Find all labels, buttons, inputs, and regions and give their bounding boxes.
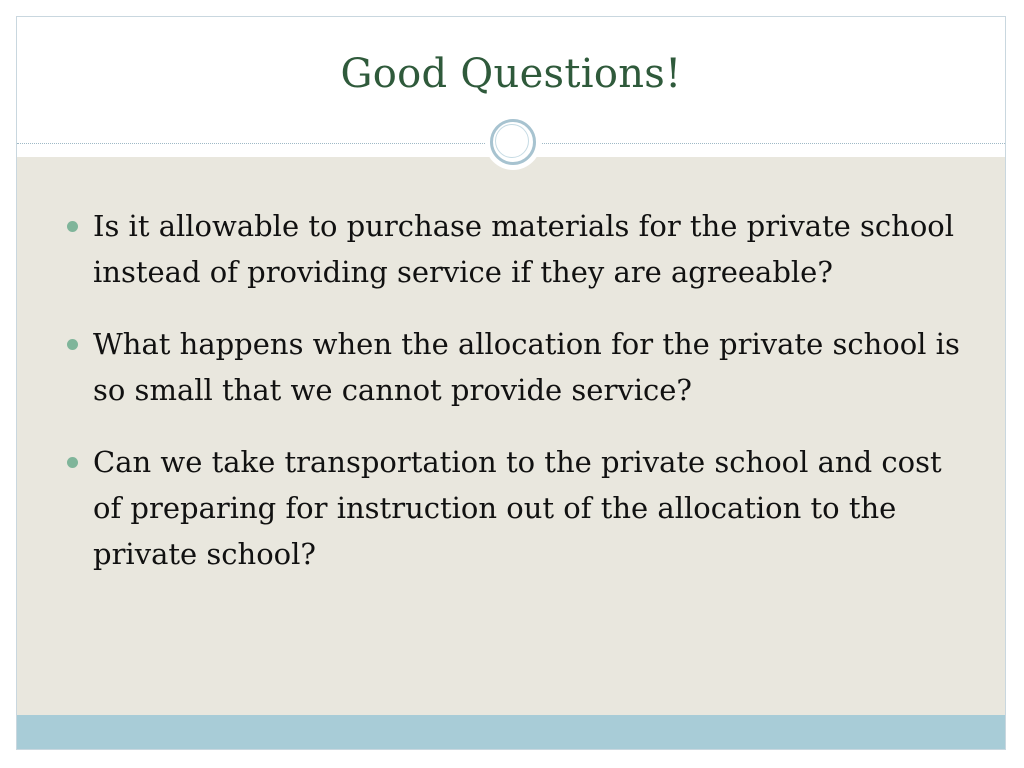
bullet-text: Is it allowable to purchase materials for the private school instead of providing service if they are agreeable? (93, 209, 955, 289)
divider-ring-inner-icon (495, 124, 529, 158)
bullet-item (65, 439, 965, 577)
bullet-dot-icon (67, 457, 78, 468)
bullet-item (65, 321, 965, 413)
bullet-text: What happens when the allocation for the private school is so small that we cannot provide service? (93, 327, 960, 407)
bullet-text: Can we take transportation to the private school and cost of preparing for instruction out of the allocation to the private school? (93, 445, 942, 571)
bullet-dot-icon (67, 221, 78, 232)
slide-title: Good Questions! (340, 51, 682, 97)
footer-band (17, 715, 1005, 749)
bullet-item (65, 203, 965, 295)
slide (16, 16, 1006, 750)
bullet-dot-icon (67, 339, 78, 350)
bullet-list (65, 203, 965, 603)
